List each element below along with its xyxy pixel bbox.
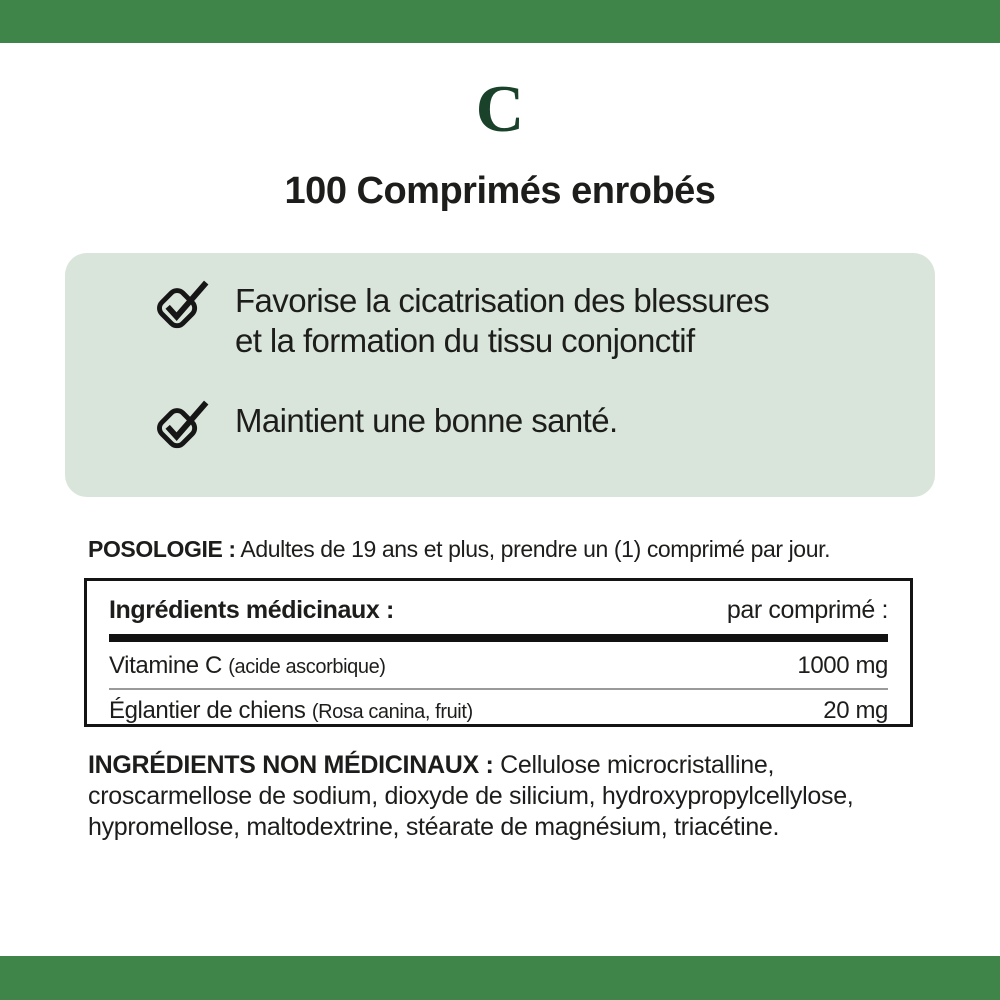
- benefits-panel: [65, 253, 935, 497]
- table-header-divider: [109, 634, 888, 642]
- non-medicinal-label: INGRÉDIENTS NON MÉDICINAUX :: [88, 751, 494, 779]
- brand-letter: C: [475, 72, 525, 146]
- ingredient-name: Églantier de chiens: [109, 697, 306, 724]
- medicinal-ingredients-table: [84, 578, 913, 727]
- benefit-item: [155, 401, 905, 456]
- posologie-line: [88, 534, 912, 564]
- ingredient-amount: 20 mg: [823, 697, 888, 724]
- benefit-item: [155, 281, 905, 361]
- ingredient-amount: 1000 mg: [797, 652, 888, 679]
- ingredient-detail: (acide ascorbique): [228, 656, 386, 678]
- benefit-text-line: et la formation du tissu conjonctif: [235, 322, 695, 359]
- table-row: [109, 696, 888, 727]
- ingredient-name: Vitamine C: [109, 652, 222, 679]
- product-count-title: 100 Comprimés enrobés: [284, 170, 716, 212]
- posologie-text: Adultes de 19 ans et plus, prendre un (1) comprimé par jour.: [240, 536, 831, 562]
- table-row: [109, 651, 888, 690]
- benefit-text-line: Favorise la cicatrisation des blessures: [235, 282, 770, 319]
- table-header-right: par comprimé :: [726, 596, 888, 624]
- check-badge-icon: [155, 399, 209, 456]
- ingredient-detail: (Rosa canina, fruit): [311, 701, 473, 723]
- table-header-row: [109, 595, 888, 625]
- bottom-green-band: [0, 956, 1000, 1000]
- benefit-text: [235, 281, 769, 361]
- benefit-text: [235, 401, 618, 441]
- check-badge-icon: [155, 279, 209, 336]
- non-medicinal-text: Cellulose microcristalline, croscarmellose de sodium, dioxyde de silicium, hydroxypropylcellylose, hypromellose, maltodextrine, stéarate de magnésium, triacétine.: [88, 751, 854, 841]
- top-green-band: [0, 0, 1000, 43]
- benefit-text-line: Maintient une bonne santé.: [235, 402, 618, 439]
- posologie-label: POSOLOGIE :: [88, 536, 236, 562]
- ingredient-name-cell: [109, 696, 473, 727]
- non-medicinal-paragraph: [88, 750, 926, 843]
- table-header-left: Ingrédients médicinaux :: [109, 596, 394, 624]
- ingredient-name-cell: [109, 651, 386, 682]
